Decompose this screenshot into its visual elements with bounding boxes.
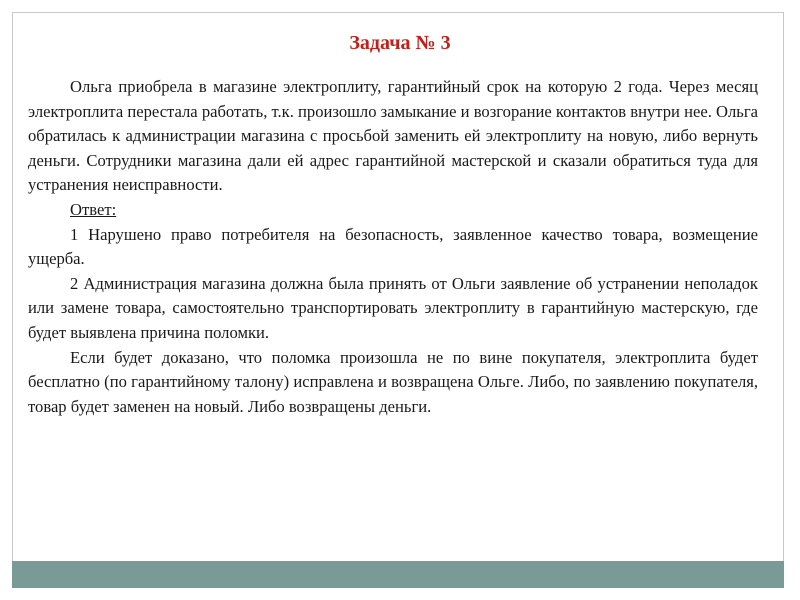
answer-item-2: 2 Администрация магазина должна была принять от Ольги заявление об устранении неполадок или замене товара, самостоятельно транспортировать электроплиту в гарантийную мастерскую, где будет выявлена причина поломки. (28, 273, 758, 342)
answer-heading (28, 198, 758, 223)
task-text (28, 75, 758, 419)
answer-item-1: 1 Нарушено право потребителя на безопасность, заявленное качество товара, возмещение ущерба. (28, 224, 758, 269)
slide-title: Задача № 3 (349, 32, 451, 54)
task-paragraph: Ольга приобрела в магазине электроплиту, гарантийный срок на которую 2 года. Через месяц электроплита перестала работать, т.к. произошло замыкание и возгорание контактов внутри нее. Ольга обратилась к администрации магазина с просьбой заменить ей электроплиту на новую, либо вернуть деньги. Сотрудники магазина дали ей адрес гарантийной мастерской и сказали обратиться туда для устранения неисправности. (28, 77, 758, 195)
bottom-band (12, 561, 784, 588)
answer-item-3: Если будет доказано, что поломка произошла не по вине покупателя, электроплита будет бесплатно (по гарантийному талону) исправлена и возвращена Ольге. Либо, по заявлению покупателя, товар будет заменен на новый. Либо возвращены деньги. (28, 347, 758, 416)
answer-label: Ответ: (70, 199, 117, 219)
